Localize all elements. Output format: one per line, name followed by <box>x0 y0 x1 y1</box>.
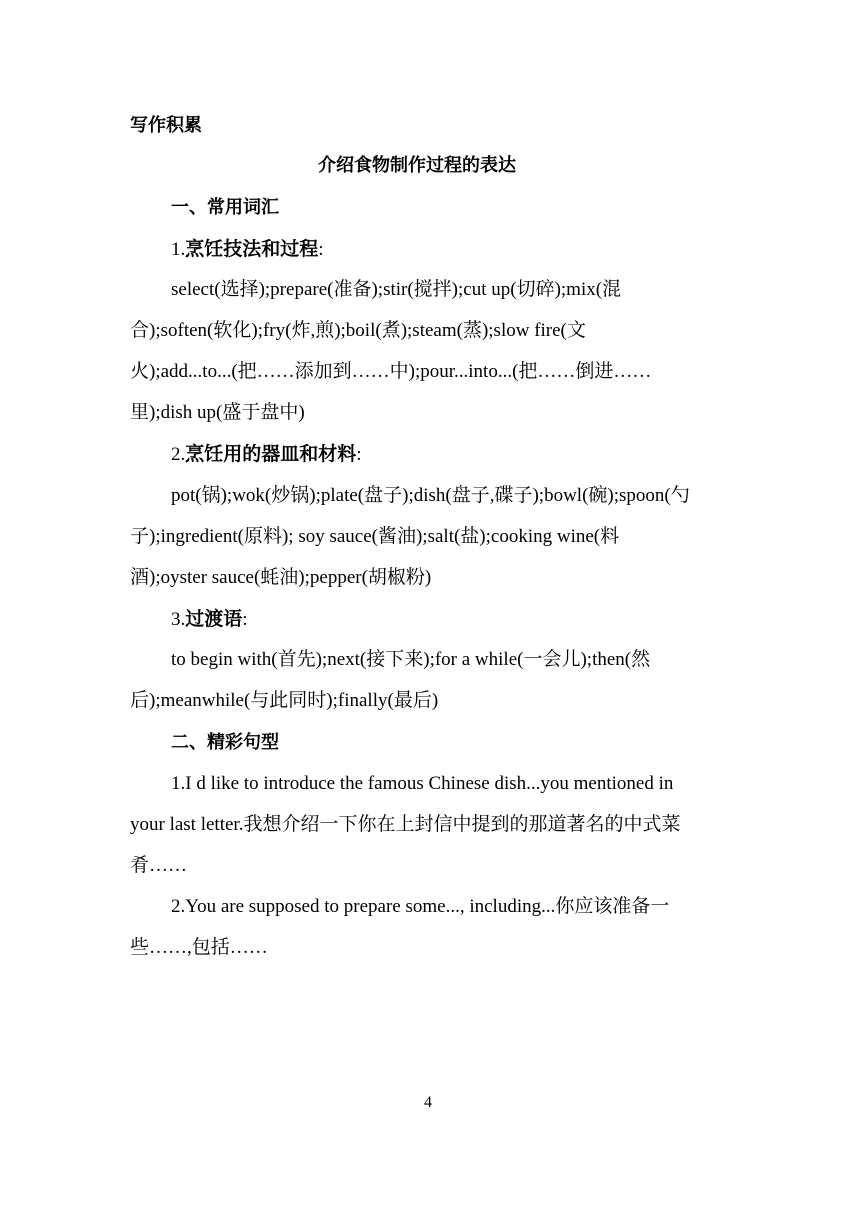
sub1-line-1: select(选择);prepare(准备);stir(搅拌);cut up(切碎);mix(混 <box>171 279 622 300</box>
part2-heading: 二、精彩句型 <box>171 732 279 753</box>
sub1-line-4: 里);dish up(盛于盘中) <box>130 402 305 423</box>
sub1-line-2: 合);soften(软化);fry(炸,煎);boil(煮);steam(蒸);slow fire(文 <box>130 320 586 341</box>
sub1-heading <box>171 237 324 262</box>
page-title: 介绍食物制作过程的表达 <box>318 155 516 176</box>
sentence1-line-3: 肴…… <box>130 855 188 876</box>
section-label: 写作积累 <box>130 115 202 136</box>
sub3-heading <box>171 607 248 632</box>
sub2-line-3: 酒);oyster sauce(蚝油);pepper(胡椒粉) <box>130 567 432 588</box>
sub2-colon: : <box>356 444 362 465</box>
sub3-line-1: to begin with(首先);next(接下来);for a while(一会儿);then(然 <box>171 649 651 670</box>
sub3-colon: : <box>242 609 248 630</box>
page-number: 4 <box>424 1094 432 1111</box>
part1-heading: 一、常用词汇 <box>171 197 279 218</box>
sub3-number: 3. <box>171 609 186 630</box>
sub2-label: 烹饪用的器皿和材料 <box>185 443 357 465</box>
sub3-label: 过渡语 <box>185 608 243 630</box>
sentence1-line-2: your last letter.我想介绍一下你在上封信中提到的那道著名的中式菜 <box>130 814 681 835</box>
sentence1-line-1: 1.I d like to introduce the famous Chinese dish...you mentioned in <box>171 773 674 794</box>
sub1-colon: : <box>318 239 324 260</box>
sub1-number: 1. <box>171 239 186 260</box>
sub2-number: 2. <box>171 444 186 465</box>
sub2-heading <box>171 442 362 467</box>
sub2-line-1: pot(锅);wok(炒锅);plate(盘子);dish(盘子,碟子);bowl(碗);spoon(勺 <box>171 485 690 506</box>
sentence2-line-1: 2.You are supposed to prepare some..., including...你应该准备一 <box>171 896 670 917</box>
sub3-line-2: 后);meanwhile(与此同时);finally(最后) <box>130 690 439 711</box>
sentence2-line-2: 些……,包括…… <box>130 937 268 958</box>
sub1-line-3: 火);add...to...(把……添加到……中);pour...into...(把……倒进…… <box>130 361 652 382</box>
sub1-label: 烹饪技法和过程 <box>185 238 319 260</box>
sub2-line-2: 子);ingredient(原料); soy sauce(酱油);salt(盐);cooking wine(料 <box>130 526 620 547</box>
